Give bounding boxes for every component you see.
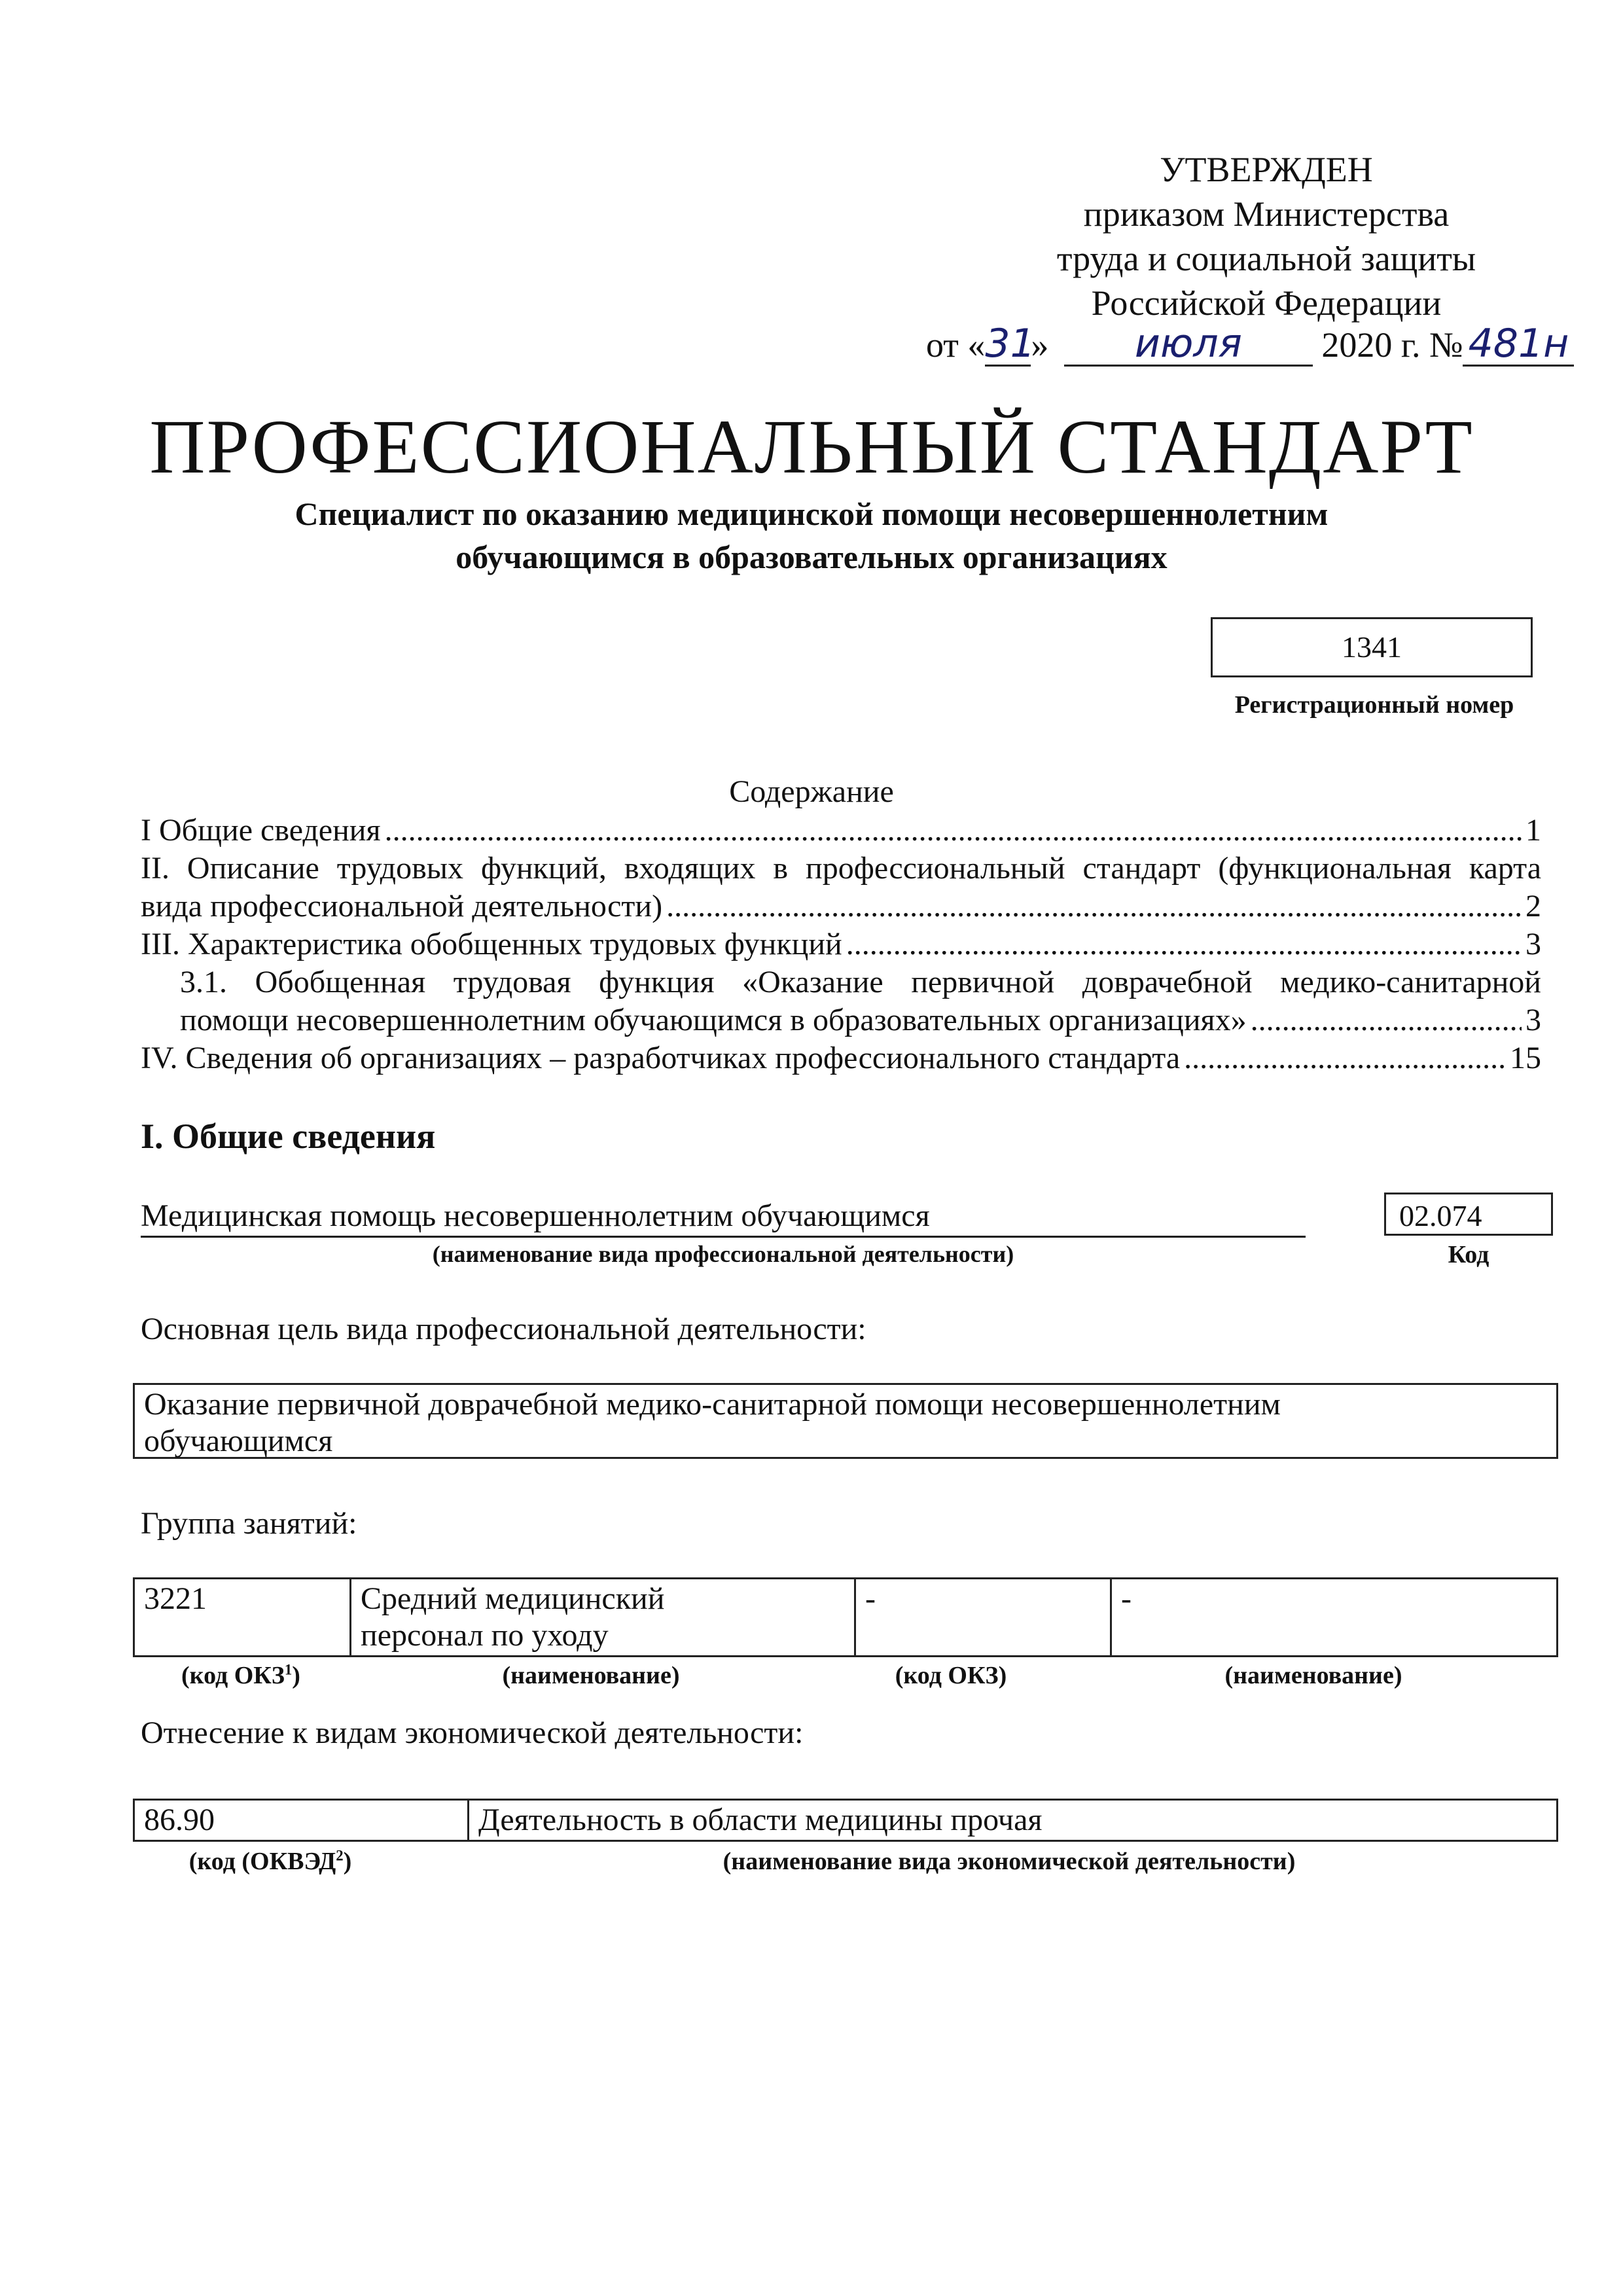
toc-item-page: 1 [1525, 813, 1541, 848]
economic-activity-label: Отнесение к видам экономической деятельности: [141, 1715, 804, 1750]
toc-item-text: IV. Сведения об организациях – разработчиках профессионального стандарта [141, 1041, 1181, 1075]
toc-item[interactable] [141, 812, 1541, 850]
order-day-handwritten: 31 [985, 321, 1035, 367]
caption-okz-name: (наименование) [502, 1662, 680, 1689]
order-year: 2020 г. № [1321, 325, 1463, 365]
section-heading: I. Общие сведения [141, 1117, 436, 1156]
toc-item[interactable] [141, 850, 1541, 925]
toc-item-text-line1: II. Описание трудовых функций, входящих в профессиональный стандарт (функциональная карта [141, 851, 1541, 886]
caption-okz-name-2: (наименование) [1224, 1662, 1402, 1689]
toc-item-page: 15 [1510, 1041, 1541, 1075]
subtitle-line-2: обучающимся в образовательных организациях [455, 539, 1168, 575]
approval-line-ministry: труда и социальной защиты [1056, 239, 1476, 278]
toc-item[interactable] [141, 925, 1541, 963]
okz-name-cell-2: - [1111, 1579, 1558, 1657]
activity-caption: (наименование вида профессиональной деятельности) [432, 1241, 1014, 1267]
toc-item-page: 3 [1525, 1003, 1541, 1037]
goal-text-line2: обучающимся [144, 1424, 333, 1458]
goal-label: Основная цель вида профессиональной деятельности: [141, 1312, 866, 1346]
toc-item-page: 2 [1525, 889, 1541, 924]
page-title: ПРОФЕССИОНАЛЬНЫЙ СТАНДАРТ [149, 404, 1474, 490]
subtitle-line-1: Специалист по оказанию медицинской помощи несовершеннолетним [294, 495, 1329, 532]
okz-code-cell-2: - [855, 1579, 1111, 1657]
toc-item[interactable] [141, 1039, 1541, 1077]
activity-code-caption: Код [1448, 1241, 1489, 1268]
occupation-group-label: Группа занятий: [141, 1506, 357, 1541]
toc-item-text: III. Характеристика обобщенных трудовых функций [141, 927, 842, 961]
okz-name-cell [351, 1579, 855, 1657]
okved-name-cell: Деятельность в области медицины прочая [469, 1800, 1558, 1841]
toc-item[interactable] [141, 963, 1541, 1039]
goal-text-line1: Оказание первичной доврачебной медико-санитарной помощи несовершеннолетним [144, 1387, 1281, 1422]
approval-title: УТВЕРЖДЕН [1160, 150, 1373, 189]
registration-number-box: 1341 [1211, 617, 1533, 677]
goal-box [133, 1383, 1558, 1459]
caption-okved-code: (код (ОКВЭД$^2$) [188, 1847, 352, 1875]
caption-okved-name: (наименование вида экономической деятельности) [722, 1848, 1296, 1875]
registration-number-label: Регистрационный номер [1234, 691, 1514, 719]
table-of-contents [141, 812, 1541, 1077]
okved-code-cell: 86.90 [134, 1800, 469, 1841]
caption-okz-code-2: (код ОКЗ) [895, 1662, 1007, 1689]
activity-code: 02.074 [1384, 1193, 1553, 1236]
activity-name: Медицинская помощь несовершеннолетним обучающимся [141, 1196, 1306, 1238]
okz-name-line1: Средний медицинский [361, 1581, 665, 1616]
occupation-group-table [133, 1577, 1558, 1657]
toc-item-text: вида профессиональной деятельности) [141, 889, 663, 924]
subtitle [131, 492, 1492, 579]
caption-okz-code: (код ОКЗ$^1$) [181, 1661, 300, 1689]
toc-item-text-line1: 3.1. Обобщенная трудовая функция «Оказание первичной доврачебной медико-санитарной [180, 965, 1541, 999]
order-month-handwritten: июля [1064, 323, 1313, 367]
order-prefix: от « [926, 325, 986, 365]
toc-title: Содержание [729, 774, 894, 809]
approval-line-order: приказом Министерства [1083, 194, 1450, 234]
toc-item-text: I Общие сведения [141, 813, 381, 848]
toc-item-text: помощи несовершеннолетним обучающимся в образовательных организациях» [180, 1003, 1247, 1037]
order-date-line [926, 323, 1587, 375]
order-number-handwritten: 481н [1463, 323, 1574, 367]
okved-table [133, 1799, 1558, 1842]
order-day-close: » [1031, 325, 1049, 365]
approval-block [903, 147, 1623, 325]
toc-item-page: 3 [1525, 927, 1541, 961]
okz-code-cell: 3221 [134, 1579, 351, 1657]
okz-name-line2: персонал по уходу [361, 1618, 609, 1653]
approval-line-federation: Российской Федерации [1091, 283, 1442, 323]
